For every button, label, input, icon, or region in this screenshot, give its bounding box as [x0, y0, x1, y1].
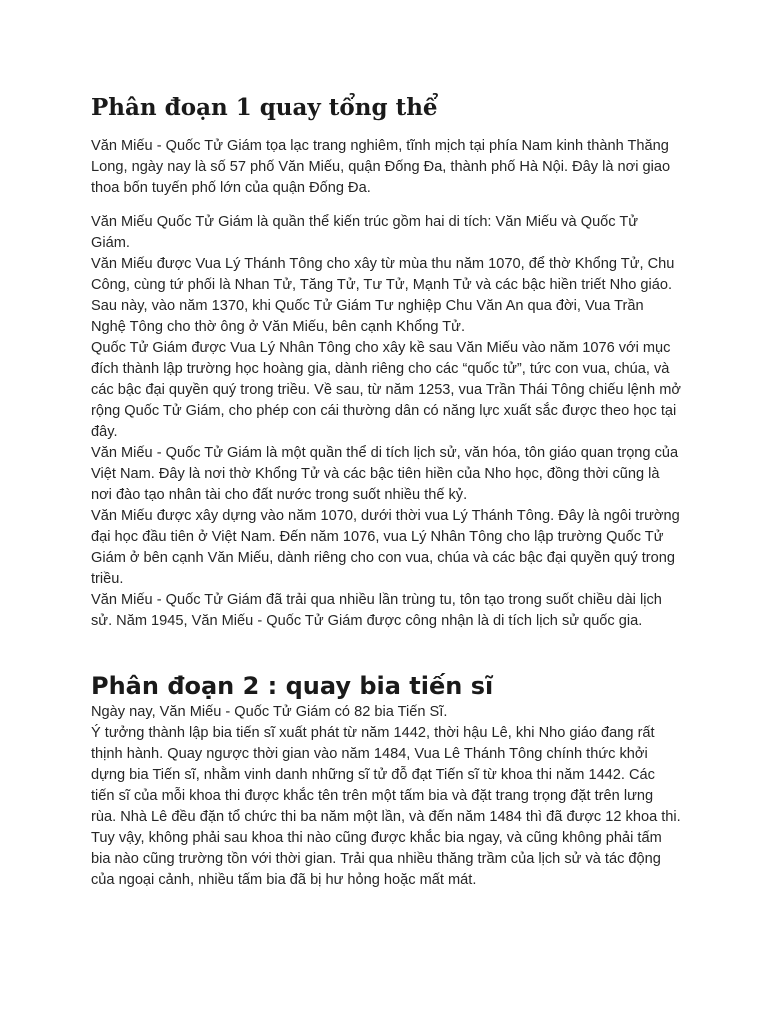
- section-1-paragraph: Văn Miếu Quốc Tử Giám là quần thể kiến trúc gồm hai di tích: Văn Miếu và Quốc Tử Giám.: [91, 214, 639, 251]
- section-1-paragraph: Văn Miếu được xây dựng vào năm 1070, dưới thời vua Lý Thánh Tông. Đây là ngôi trường đại học đầu tiên ở Việt Nam. Đến năm 1076, vua Lý Nhân Tông cho lập trường Quốc Tử Giám ở bên cạnh Văn Miếu, dành riêng cho con vua, chúa và các bậc đại quyền quý trong triều.: [91, 508, 680, 587]
- section-1-paragraph: Quốc Tử Giám được Vua Lý Nhân Tông cho xây kề sau Văn Miếu vào năm 1076 với mục đích thành lập trường học hoàng gia, dành riêng cho các “quốc tử”, tức con vua, chúa, và các bậc đại quyền quý trong triều. Về sau, từ năm 1253, vua Trần Thái Tông chiếu lệnh mở rộng Quốc Tử Giám, cho phép con cái thường dân có năng lực xuất sắc được theo học tại đây.: [91, 340, 681, 440]
- section-1-intro-paragraph: Văn Miếu - Quốc Tử Giám tọa lạc trang nghiêm, tĩnh mịch tại phía Nam kinh thành Thăng Long, ngày nay là số 57 phố Văn Miếu, quận Đống Đa, thành phố Hà Nội. Đây là nơi giao thoa bốn tuyến phố lớn của quận Đống Đa.: [91, 138, 671, 196]
- section-2-paragraph: Tuy vậy, không phải sau khoa thi nào cũng được khắc bia ngay, và cũng không phải tấm bia nào cũng trường tồn với thời gian. Trải qua nhiều thăng trầm của lịch sử và tác động của ngoại cảnh, nhiều tấm bia đã bị hư hỏng hoặc mất mát.: [91, 830, 662, 888]
- section-1-paragraph: Văn Miếu được Vua Lý Thánh Tông cho xây từ mùa thu năm 1070, để thờ Khổng Tử, Chu Công, cùng tứ phối là Nhan Tử, Tăng Tử, Tư Tử, Mạnh Tử và các bậc hiền triết Nho giáo. Sau này, vào năm 1370, khi Quốc Tử Giám Tư nghiệp Chu Văn An qua đời, Vua Trần Nghệ Tông cho thờ ông ở Văn Miếu, bên cạnh Khổng Tử.: [91, 256, 675, 335]
- section-2-heading: Phân đoạn 2 : quay bia tiến sĩ: [91, 672, 494, 700]
- section-2-paragraph: Ngày nay, Văn Miếu - Quốc Tử Giám có 82 bia Tiến Sĩ.: [91, 704, 448, 720]
- section-2-paragraph: Ý tưởng thành lập bia tiến sĩ xuất phát từ năm 1442, thời hậu Lê, khi Nho giáo đang rất thịnh hành. Quay ngược thời gian vào năm 1484, Vua Lê Thánh Tông chính thức khởi dựng bia Tiến sĩ, nhằm vinh danh những sĩ tử đỗ đạt Tiến sĩ từ khoa thi năm 1442. Các tiến sĩ của mỗi khoa thi được khắc tên trên một tấm bia và đặt trang trọng đặt trên lưng rùa. Nhà Lê đều đặn tổ chức thi ba năm một lần, và đến năm 1484 thì đã được 12 khoa thi.: [91, 725, 681, 825]
- section-1-body-block: [91, 212, 681, 632]
- section-1-paragraph: Văn Miếu - Quốc Tử Giám là một quần thể di tích lịch sử, văn hóa, tôn giáo quan trọng của Việt Nam. Đây là nơi thờ Khổng Tử và các bậc tiên hiền của Nho học, đồng thời cũng là nơi đào tạo nhân tài cho đất nước trong suốt nhiều thế kỷ.: [91, 445, 679, 503]
- section-1-intro-block: [91, 136, 681, 199]
- section-2-body-block: [91, 702, 681, 891]
- section-1-paragraph: Văn Miếu - Quốc Tử Giám đã trải qua nhiều lần trùng tu, tôn tạo trong suốt chiều dài lịch sử. Năm 1945, Văn Miếu - Quốc Tử Giám được công nhận là di tích lịch sử quốc gia.: [91, 592, 662, 629]
- section-1-heading: Phân đoạn 1 quay tổng thể: [91, 94, 438, 121]
